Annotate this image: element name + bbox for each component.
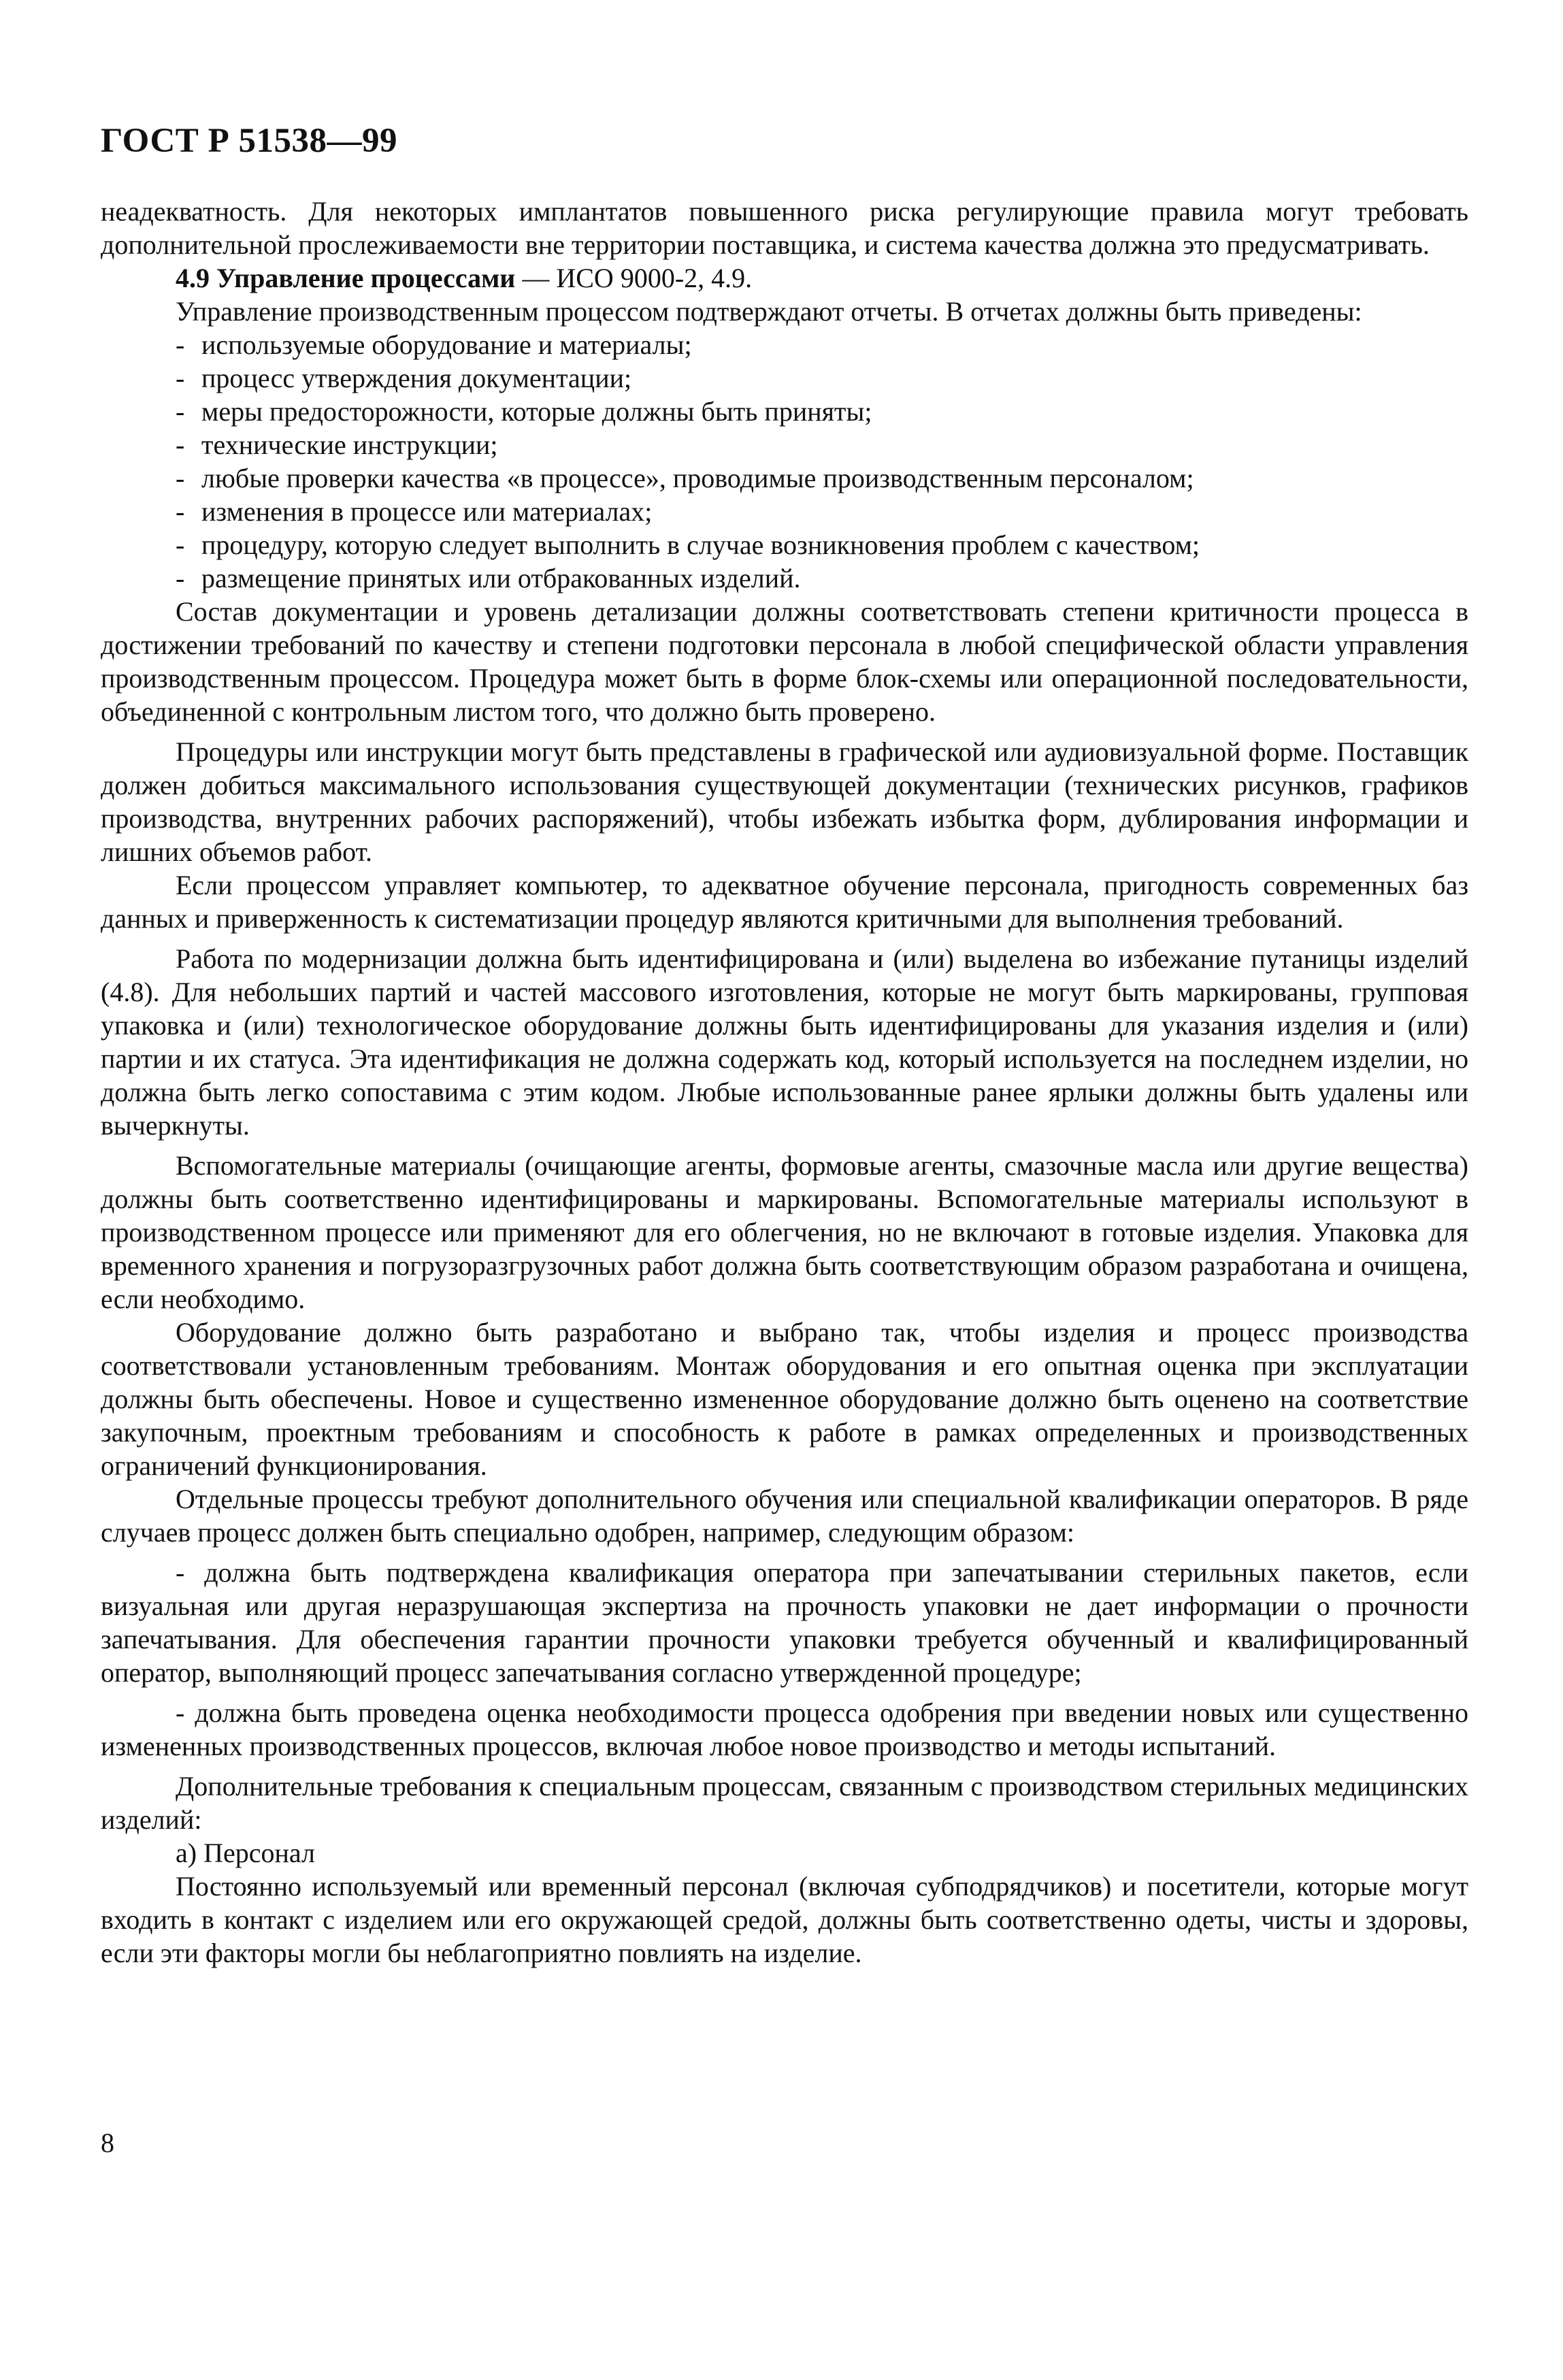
paragraph: - должна быть подтверждена квалификация оператора при запечатывании стерильных пакетов, если визуальная или другая неразрушающая экспертиза на прочность упаковки не дает информации о прочности запечатывания. Для обеспечения гарантии прочности упаковки требуется обученный и квалифицированный оператор, выполняющий процесс запечатывания согласно утвержденной процедуре; bbox=[101, 1557, 1468, 1688]
list-item: - изменения в процессе или материалах; bbox=[176, 496, 653, 527]
paragraph: Оборудование должно быть разработано и выбрано так, чтобы изделия и процесс производства соответствовали установленным требованиям. Монтаж оборудования и его опытная оценка при эксплуатации должны быть обеспечены. Новое и существенно измененное оборудование должно быть оценено на соответствие закупочным, проектным требованиям и способность к работе в рамках определенных и производственных ограничений функционирования. bbox=[101, 1317, 1468, 1481]
paragraph: Процедуры или инструкции могут быть представлены в графической или аудиовизуальной форме. Поставщик должен добиться максимального использования существующей документации (технических рисунков, графиков производства, внутренних рабочих распоряжений), чтобы избежать избытка форм, дублирования информации и лишних объемов работ. bbox=[101, 736, 1468, 867]
list-item: - используемые оборудование и материалы; bbox=[176, 329, 692, 360]
list-item: - процедуру, которую следует выполнить в случае возникновения проблем с качеством; bbox=[176, 529, 1200, 560]
list-item: - любые проверки качества «в процессе», проводимые производственным персоналом; bbox=[176, 463, 1194, 493]
paragraph: Управление производственным процессом подтверждают отчеты. В отчетах должны быть приведены: bbox=[176, 296, 1362, 327]
section-heading bbox=[101, 261, 1468, 295]
paragraph: Дополнительные требования к специальным процессам, связанным с производством стерильных медицинских изделий: bbox=[101, 1771, 1468, 1835]
list-item: - размещение принятых или отбракованных изделий. bbox=[176, 563, 801, 593]
page-body bbox=[101, 195, 1468, 1970]
list-item: - меры предосторожности, которые должны быть приняты; bbox=[176, 396, 872, 427]
paragraph: неадекватность. Для некоторых имплантатов повышенного риска регулирующие правила могут требовать дополнительной прослеживаемости вне территории поставщика, и система качества должна это предусматривать. bbox=[101, 196, 1468, 260]
paragraph: Постоянно используемый или временный персонал (включая субподрядчиков) и посетители, которые могут входить в контакт с изделием или его окружающей средой, должны быть соответственно одеты, чисты и здоровы, если эти факторы могли бы неблагоприятно повлиять на изделие. bbox=[101, 1871, 1468, 1968]
paragraph: Отдельные процессы требуют дополнительного обучения или специальной квалификации операторов. В ряде случаев процесс должен быть специально одобрен, например, следующим образом: bbox=[101, 1484, 1468, 1548]
paragraph: Состав документации и уровень детализации должны соответствовать степени критичности процесса в достижении требований по качеству и степени подготовки персонала в любой специфической области управления производственным процессом. Процедура может быть в форме блок-схемы или операционной последовательности, объединенной с контрольным листом того, что должно быть проверено. bbox=[101, 596, 1468, 727]
page-number: 8 bbox=[101, 2128, 114, 2158]
section-title: 4.9 Управление процессами bbox=[176, 263, 516, 293]
paragraph: Вспомогательные материалы (очищающие агенты, формовые агенты, смазочные масла или другие вещества) должны быть соответственно идентифицированы и маркированы. Вспомогательные материалы используют в производственном процессе или применяют для его облегчения, но не включают в готовые изделия. Упаковка для временного хранения и погрузоразгрузочных работ должна быть соответствующим образом разработана и очищена, если необходимо. bbox=[101, 1150, 1468, 1314]
document-header: ГОСТ Р 51538—99 bbox=[101, 122, 397, 160]
list-item: - процесс утверждения документации; bbox=[176, 363, 632, 393]
list-item: - технические инструкции; bbox=[176, 429, 498, 460]
paragraph: Работа по модернизации должна быть идентифицирована и (или) выделена во избежание путаницы изделий (4.8). Для небольших партий и частей массового изготовления, которые не могут быть маркированы, групповая упаковка и (или) технологическое оборудование должны быть идентифицированы для указания изделия и (или) партии и их статуса. Эта идентификация не должна содержать код, который используется на последнем изделии, но должна быть легко сопоставима с этим кодом. Любые использованные ранее ярлыки должны быть удалены или вычеркнуты. bbox=[101, 943, 1468, 1141]
subsection-title: а) Персонал bbox=[176, 1838, 315, 1868]
paragraph: Если процессом управляет компьютер, то адекватное обучение персонала, пригодность современных баз данных и приверженность к систематизации процедур являются критичными для выполнения требований. bbox=[101, 870, 1468, 934]
paragraph: - должна быть проведена оценка необходимости процесса одобрения при введении новых или существенно измененных производственных процессов, включая любое новое производство и методы испытаний. bbox=[101, 1697, 1468, 1761]
section-reference: — ИСО 9000-2, 4.9. bbox=[515, 263, 753, 293]
